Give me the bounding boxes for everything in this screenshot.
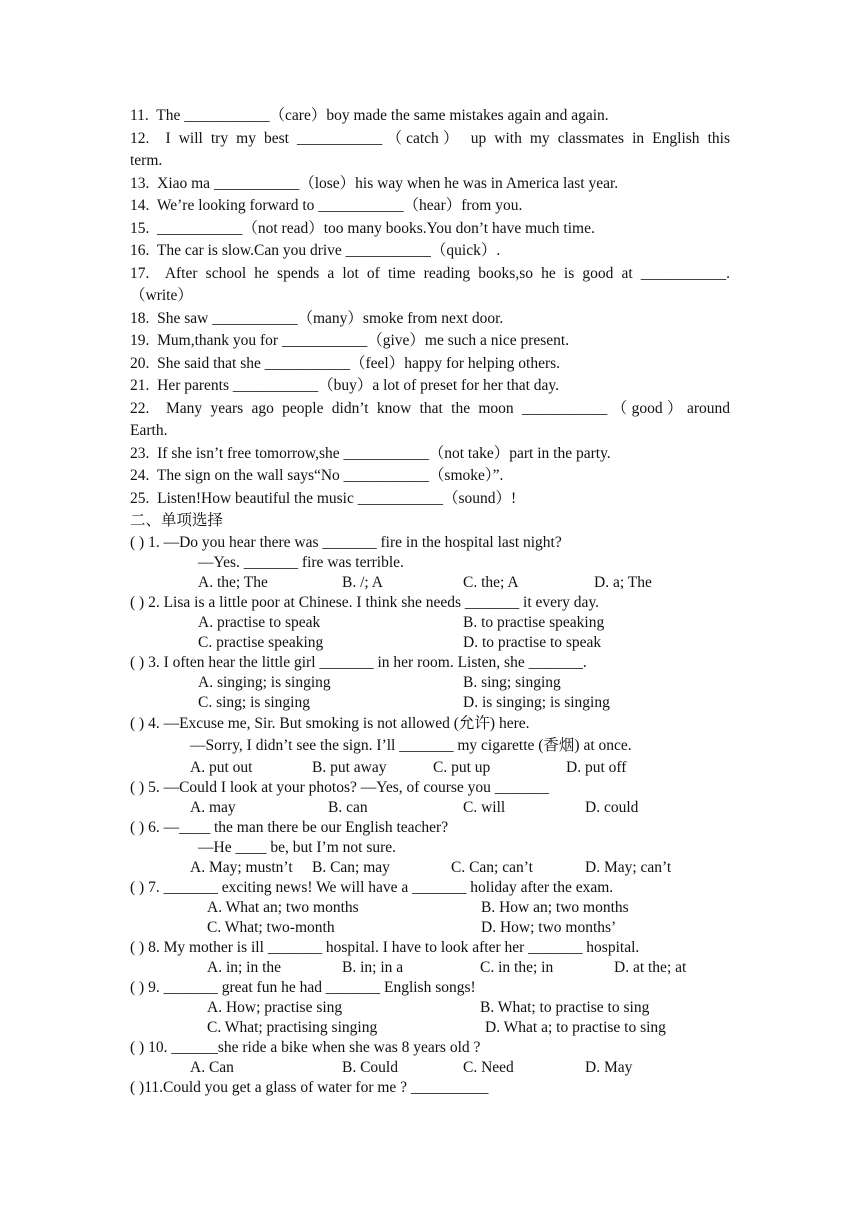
mc-2-option-a: A. practise to speak: [198, 614, 321, 631]
mc-10-option-b: B. Could: [342, 1059, 398, 1076]
mc-4-option-b: B. put away: [312, 759, 387, 776]
question-16: 16. The car is slow.Can you drive ___________（quick）.: [130, 242, 501, 259]
question-13: 13. Xiao ma ___________（lose）his way when he was in America last year.: [130, 175, 619, 192]
mc-8-option-a: A. in; in the: [207, 959, 282, 976]
mc-question-8: ( ) 8. My mother is ill _______ hospital. I have to look after her _______ hospital.: [130, 939, 640, 956]
mc-6-option-c: C. Can; can’t: [451, 859, 533, 876]
question-12: 12. I will try my best ___________（catch） up with my classmates in English this: [130, 130, 730, 147]
question-22: 22. Many years ago people didn’t know that the moon ___________（good）around: [130, 400, 731, 417]
question-12-cont: term.: [130, 152, 163, 169]
mc-4-option-c: C. put up: [433, 759, 491, 776]
mc-question-7: ( ) 7. _______ exciting news! We will have a _______ holiday after the exam.: [130, 879, 614, 896]
mc-7-option-d: D. How; two months’: [481, 919, 617, 936]
mc-question-9: ( ) 9. _______ great fun he had _______ English songs!: [130, 979, 476, 996]
mc-question-11: ( )11.Could you get a glass of water for me ? __________: [130, 1079, 489, 1096]
mc-1-option-a: A. the; The: [198, 574, 268, 591]
mc-2-option-d: D. to practise to speak: [463, 634, 602, 651]
question-21: 21. Her parents ___________（buy）a lot of preset for her that day.: [130, 377, 560, 394]
question-23: 23. If she isn’t free tomorrow,she ___________（not take）part in the party.: [130, 445, 611, 462]
question-19: 19. Mum,thank you for ___________（give）me such a nice present.: [130, 332, 570, 349]
mc-question-1-line2: —Yes. _______ fire was terrible.: [198, 554, 404, 571]
mc-8-option-d: D. at the; at: [614, 959, 687, 976]
mc-9-option-d: D. What a; to practise to sing: [485, 1019, 666, 1036]
mc-9-option-b: B. What; to practise to sing: [480, 999, 650, 1016]
mc-4-option-a: A. put out: [190, 759, 253, 776]
question-15: 15. ___________（not read）too many books.You don’t have much time.: [130, 220, 595, 237]
question-11: 11. The ___________（care）boy made the same mistakes again and again.: [130, 107, 609, 124]
mc-question-2: ( ) 2. Lisa is a little poor at Chinese. I think she needs _______ it every day.: [130, 594, 600, 611]
question-14: 14. We’re looking forward to ___________（hear）from you.: [130, 197, 523, 214]
mc-5-option-a: A. may: [190, 799, 236, 816]
mc-question-6-line2: —He ____ be, but I’m not sure.: [198, 839, 397, 856]
mc-7-option-b: B. How an; two months: [481, 899, 629, 916]
mc-1-option-d: D. a; The: [594, 574, 652, 591]
mc-question-4-line2: —Sorry, I didn’t see the sign. I’ll _______ my cigarette (香烟) at once.: [190, 737, 632, 754]
question-18: 18. She saw ___________（many）smoke from next door.: [130, 310, 504, 327]
mc-7-option-c: C. What; two-month: [207, 919, 335, 936]
mc-5-option-b: B. can: [328, 799, 368, 816]
mc-2-option-b: B. to practise speaking: [463, 614, 605, 631]
mc-6-option-b: B. Can; may: [312, 859, 390, 876]
mc-9-option-c: C. What; practising singing: [207, 1019, 378, 1036]
mc-9-option-a: A. How; practise sing: [207, 999, 343, 1016]
mc-5-option-c: C. will: [463, 799, 506, 816]
question-17-cont: （write）: [130, 287, 193, 304]
mc-question-3: ( ) 3. I often hear the little girl _______ in her room. Listen, she _______.: [130, 654, 587, 671]
mc-3-option-a: A. singing; is singing: [198, 674, 331, 691]
mc-1-option-c: C. the; A: [463, 574, 519, 591]
mc-10-option-c: C. Need: [463, 1059, 514, 1076]
mc-10-option-d: D. May: [585, 1059, 633, 1076]
mc-8-option-c: C. in the; in: [480, 959, 554, 976]
mc-8-option-b: B. in; in a: [342, 959, 404, 976]
mc-1-option-b: B. /; A: [342, 574, 383, 591]
mc-2-option-c: C. practise speaking: [198, 634, 324, 651]
mc-question-1: ( ) 1. —Do you hear there was _______ fire in the hospital last night?: [130, 534, 562, 551]
question-20: 20. She said that she ___________（feel）happy for helping others.: [130, 355, 561, 372]
mc-question-5: ( ) 5. —Could I look at your photos? —Yes, of course you _______: [130, 779, 550, 796]
mc-10-option-a: A. Can: [190, 1059, 234, 1076]
mc-3-option-d: D. is singing; is singing: [463, 694, 610, 711]
mc-question-10: ( ) 10. ______she ride a bike when she was 8 years old ?: [130, 1039, 481, 1056]
mc-3-option-b: B. sing; singing: [463, 674, 561, 691]
mc-question-4: ( ) 4. —Excuse me, Sir. But smoking is not allowed (允许) here.: [130, 715, 530, 732]
mc-6-option-a: A. May; mustn’t: [190, 859, 293, 876]
mc-4-option-d: D. put off: [566, 759, 627, 776]
question-25: 25. Listen!How beautiful the music ___________（sound）!: [130, 490, 517, 507]
mc-7-option-a: A. What an; two months: [207, 899, 359, 916]
mc-3-option-c: C. sing; is singing: [198, 694, 310, 711]
mc-question-6: ( ) 6. —____ the man there be our English teacher?: [130, 819, 449, 836]
question-22-cont: Earth.: [130, 422, 168, 439]
mc-6-option-d: D. May; can’t: [585, 859, 672, 876]
mc-5-option-d: D. could: [585, 799, 639, 816]
section-title: 二、单项选择: [130, 512, 224, 529]
question-17: 17. After school he spends a lot of time reading books,so he is good at ___________.: [130, 265, 730, 282]
question-24: 24. The sign on the wall says“No ___________（smoke）”.: [130, 467, 504, 484]
